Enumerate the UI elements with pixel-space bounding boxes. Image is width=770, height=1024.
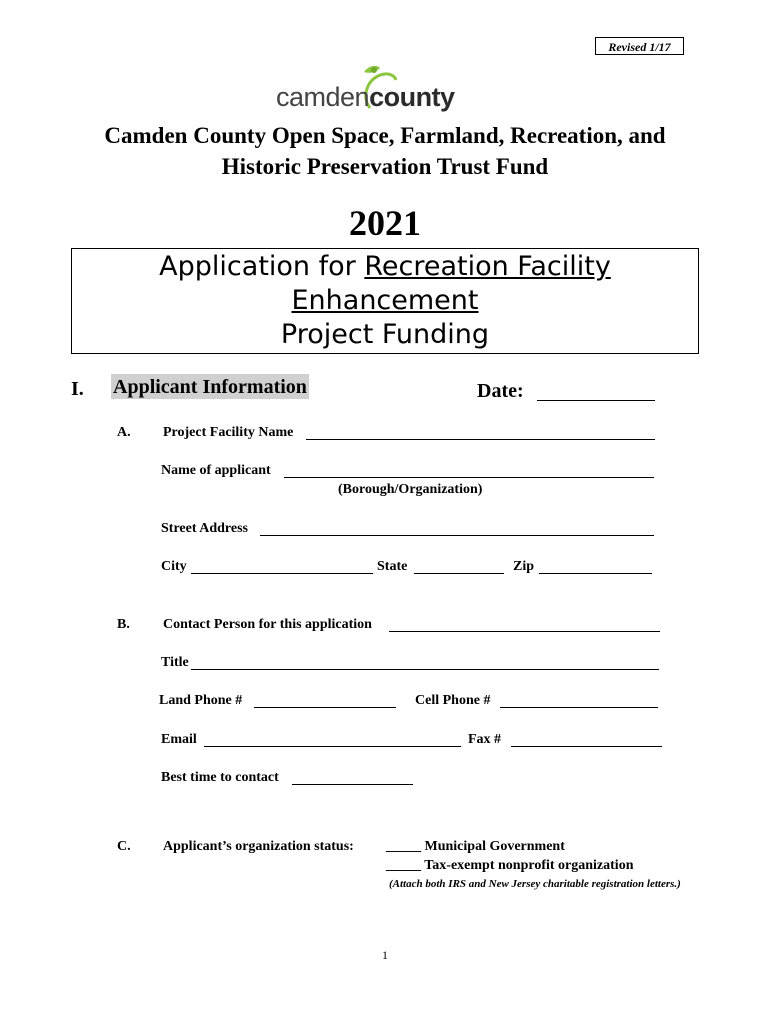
attachment-note: (Attach both IRS and New Jersey charitable registration letters.)	[389, 878, 681, 890]
application-title-line2: Enhancement	[291, 285, 479, 316]
date-field[interactable]	[537, 400, 655, 401]
part-c-letter: C.	[117, 839, 131, 854]
zip-label: Zip	[513, 559, 535, 574]
part-b-letter: B.	[117, 617, 130, 632]
state-field[interactable]	[414, 573, 504, 574]
city-label: City	[161, 559, 187, 574]
document-title-line1: Camden County Open Space, Farmland, Recreation, and	[104, 123, 666, 148]
facility-name-label: Project Facility Name	[163, 425, 294, 440]
section-heading: Applicant Information	[113, 376, 307, 398]
year-heading: 2021	[349, 203, 421, 243]
application-prefix: Application for	[159, 251, 365, 282]
cell-phone-label: Cell Phone #	[415, 693, 491, 708]
contact-person-label: Contact Person for this application	[163, 617, 372, 632]
date-label: Date:	[477, 380, 524, 402]
status-option-municipal[interactable]: _____ Municipal Government	[386, 839, 565, 854]
street-address-field[interactable]	[260, 535, 654, 536]
applicant-name-field[interactable]	[284, 477, 654, 478]
application-title-line1	[72, 250, 698, 284]
best-time-label: Best time to contact	[161, 770, 279, 785]
facility-name-field[interactable]	[306, 439, 655, 440]
application-title-box	[71, 248, 699, 354]
title-label: Title	[161, 655, 189, 670]
application-title-line3: Project Funding	[280, 319, 490, 350]
land-phone-label: Land Phone #	[159, 693, 243, 708]
best-time-field[interactable]	[292, 784, 413, 785]
street-address-label: Street Address	[161, 521, 248, 536]
logo-wordmark	[276, 82, 455, 112]
revised-label: Revised 1/17	[595, 37, 684, 55]
document-title-line2: Historic Preservation Trust Fund	[221, 154, 549, 179]
contact-person-field[interactable]	[389, 631, 660, 632]
city-field[interactable]	[191, 573, 373, 574]
zip-field[interactable]	[539, 573, 652, 574]
organization-status-label: Applicant’s organization status:	[163, 839, 354, 854]
land-phone-field[interactable]	[254, 707, 396, 708]
email-field[interactable]	[204, 746, 461, 747]
logo-county-text: county	[369, 82, 455, 112]
part-a-letter: A.	[117, 425, 131, 440]
state-label: State	[377, 559, 408, 574]
section-number: I.	[71, 378, 84, 400]
status-option-nonprofit[interactable]: _____ Tax-exempt nonprofit organization	[386, 858, 634, 873]
email-label: Email	[161, 732, 197, 747]
logo-camden-text: camden	[276, 82, 370, 112]
application-type-part1: Recreation Facility	[364, 251, 611, 282]
applicant-name-hint: (Borough/Organization)	[338, 482, 483, 497]
title-field[interactable]	[191, 669, 659, 670]
page-number: 1	[382, 948, 388, 962]
fax-field[interactable]	[511, 746, 662, 747]
cell-phone-field[interactable]	[500, 707, 658, 708]
applicant-name-label: Name of applicant	[161, 463, 271, 478]
fax-label: Fax #	[468, 732, 502, 747]
